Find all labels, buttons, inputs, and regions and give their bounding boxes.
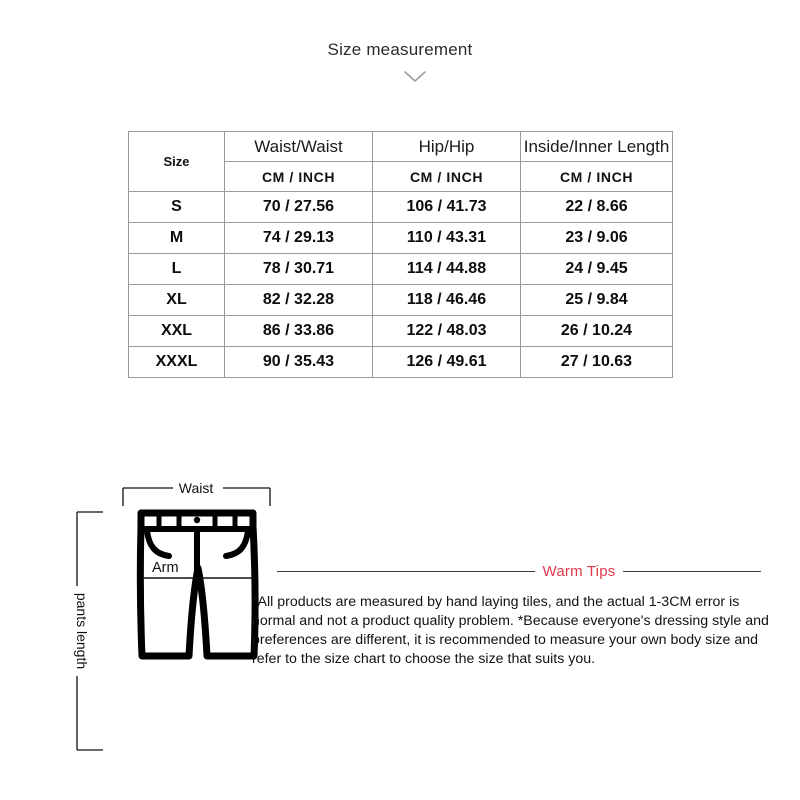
size-chart-table [128,131,672,378]
unit-hip: CM / INCH [373,162,521,192]
warm-tips-title: Warm Tips [542,562,616,580]
table-row [129,316,673,347]
cell-size: XL [129,285,225,316]
cell-hip: 114 / 44.88 [373,254,521,285]
cell-inside: 24 / 9.45 [521,254,673,285]
cell-inside: 22 / 8.66 [521,192,673,223]
table-row [129,254,673,285]
cell-waist: 74 / 29.13 [225,223,373,254]
cell-hip: 118 / 46.46 [373,285,521,316]
cell-hip: 106 / 41.73 [373,192,521,223]
cell-waist: 78 / 30.71 [225,254,373,285]
cell-size: XXL [129,316,225,347]
header-size: Size [129,132,225,192]
waist-dimension-label: Waist [178,480,214,496]
unit-waist: CM / INCH [225,162,373,192]
table-header-row-groups [129,132,673,162]
cell-inside: 23 / 9.06 [521,223,673,254]
cell-size: M [129,223,225,254]
cell-inside: 25 / 9.84 [521,285,673,316]
header-hip: Hip/Hip [373,132,521,162]
cell-waist: 86 / 33.86 [225,316,373,347]
chevron-down-icon [400,68,430,84]
table-row [129,223,673,254]
page-title: Size measurement [327,40,473,59]
shorts-icon [140,513,255,656]
cell-hip: 110 / 43.31 [373,223,521,254]
table-row [129,285,673,316]
cell-waist: 70 / 27.56 [225,192,373,223]
unit-inside-length: CM / INCH [521,162,673,192]
warm-tips-body: *All products are measured by hand laying tiles, and the actual 1-3CM error is normal and not a product quality problem. *Because everyone's dressing style and preferences are different, it is recommended to measure your own body size and refer to the size chart to choose the size that suits you. [252,594,769,667]
hip-dimension-label: Arm [152,560,179,576]
header-inside-length: Inside/Inner Length [521,132,673,162]
cell-waist: 82 / 32.28 [225,285,373,316]
cell-inside: 27 / 10.63 [521,347,673,378]
cell-inside: 26 / 10.24 [521,316,673,347]
pants-length-dimension-label: pants length [74,592,90,670]
cell-size: S [129,192,225,223]
table-row [129,192,673,223]
table-row [129,347,673,378]
warm-tips-section [252,560,786,669]
cell-hip: 122 / 48.03 [373,316,521,347]
divider-left [277,571,535,572]
header-waist: Waist/Waist [225,132,373,162]
cell-hip: 126 / 49.61 [373,347,521,378]
cell-waist: 90 / 35.43 [225,347,373,378]
divider-right [623,571,761,572]
cell-size: L [129,254,225,285]
warm-tips-header [252,560,786,582]
cell-size: XXXL [129,347,225,378]
